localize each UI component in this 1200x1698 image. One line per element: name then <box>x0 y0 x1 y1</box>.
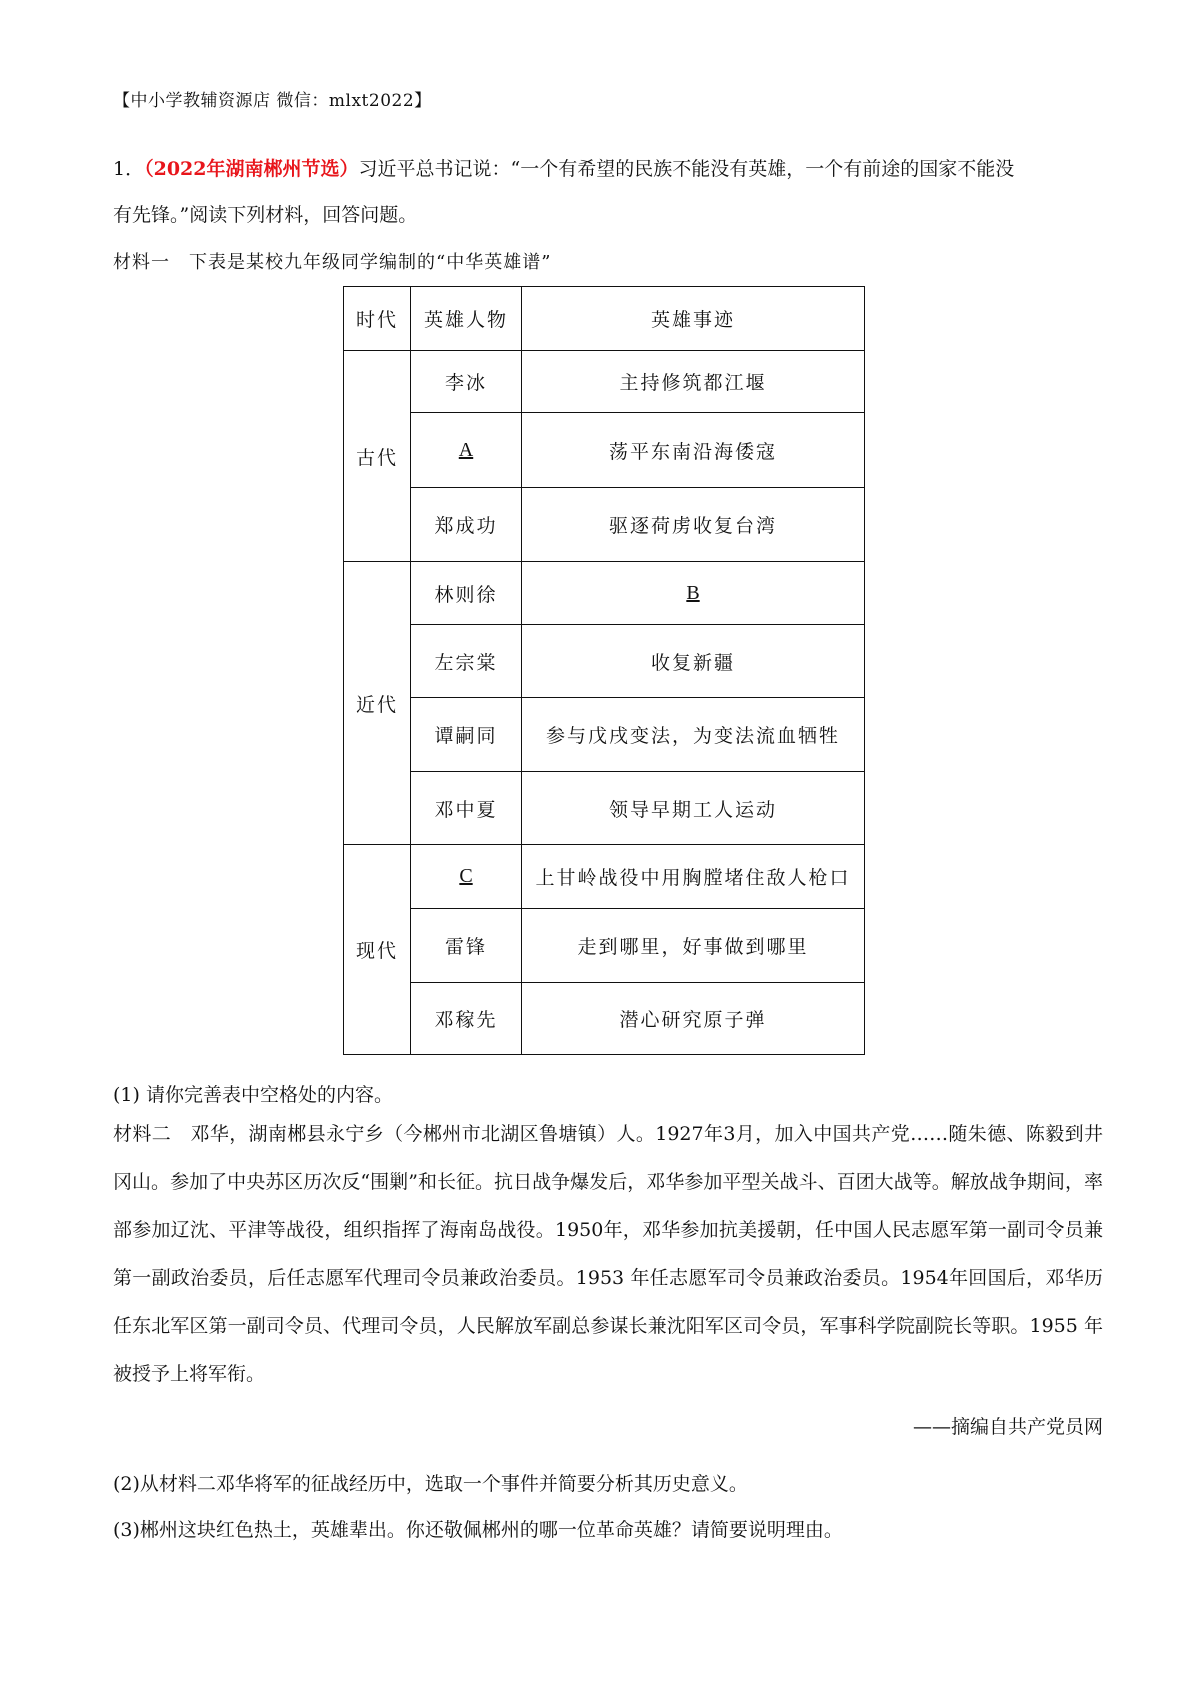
table-row <box>344 413 865 488</box>
table-row <box>344 845 865 909</box>
table-row <box>344 909 865 983</box>
sub-question-2: (2)从材料二邓华将军的征战经历中，选取一个事件并简要分析其历史意义。 <box>113 1473 748 1495</box>
table-row <box>344 625 865 698</box>
table-row <box>344 983 865 1055</box>
table-row <box>344 488 865 562</box>
question-stem <box>113 146 1103 192</box>
material2-text: 材料二 邓华，湖南郴县永宁乡（今郴州市北湖区鲁塘镇）人。1927年3月，加入中国共产党……随朱德、陈毅到井冈山。参加了中央苏区历次反“围剿”和长征。抗日战争爆发后，邓华参加平型关战斗、百团大战等。解放战争期间，率部参加辽沈、平津等战役，组织指挥了海南岛战役。1950年，邓华参加抗美援朝，任中国人民志愿军第一副司令员兼第一副政治委员，后任志愿军代理司令员兼政治委员。1953 年任志愿军司令员兼政治委员。1954年回国后，邓华历任东北军区第一副司令员、代理司令员，人民解放军副总参谋长兼沈阳军区司令员，军事科学院副院长等职。1955 年被授予上将军衔。 <box>113 1123 1103 1385</box>
hero-name-blank-c: C <box>411 845 522 909</box>
hero-name: 邓稼先 <box>411 983 522 1055</box>
question-number: 1． <box>113 158 145 180</box>
table-row <box>344 351 865 413</box>
sub-question-3: (3)郴州这块红色热土，英雄辈出。你还敬佩郴州的哪一位革命英雄？请简要说明理由。 <box>113 1519 843 1541</box>
hero-deed: 驱逐荷虏收复台湾 <box>522 488 865 562</box>
sub-question-1: (1) 请你完善表中空格处的内容。 <box>113 1084 393 1106</box>
hero-name: 林则徐 <box>411 562 522 625</box>
era-cell: 现代 <box>344 845 411 1055</box>
question-stem-line2: 有先锋。”阅读下列材料，回答问题。 <box>113 204 418 226</box>
hero-name-blank-a: A <box>411 413 522 488</box>
hero-deed: 领导早期工人运动 <box>522 772 865 845</box>
material2-source: ——摘编自共产党员网 <box>912 1416 1103 1438</box>
table-row <box>344 772 865 845</box>
hero-name: 郑成功 <box>411 488 522 562</box>
header-era: 时代 <box>344 287 411 351</box>
question-source-tag: （2022年湖南郴州节选） <box>144 158 359 180</box>
hero-deed-blank-b: B <box>522 562 865 625</box>
hero-name: 谭嗣同 <box>411 698 522 772</box>
material1-intro: 材料一 下表是某校九年级同学编制的“中华英雄谱” <box>113 252 552 273</box>
hero-deed: 走到哪里，好事做到哪里 <box>522 909 865 983</box>
hero-name: 左宗棠 <box>411 625 522 698</box>
era-cell: 古代 <box>344 351 411 562</box>
hero-table <box>343 286 865 1055</box>
hero-deed: 参与戊戌变法，为变法流血牺牲 <box>522 698 865 772</box>
table-header-row <box>344 287 865 351</box>
header-deed: 英雄事迹 <box>522 287 865 351</box>
hero-deed: 荡平东南沿海倭寇 <box>522 413 865 488</box>
hero-name: 邓中夏 <box>411 772 522 845</box>
hero-deed: 潜心研究原子弹 <box>522 983 865 1055</box>
question-stem-line1: 习近平总书记说：“一个有希望的民族不能没有英雄，一个有前途的国家不能没 <box>358 158 1015 180</box>
hero-name: 李冰 <box>411 351 522 413</box>
hero-deed: 主持修筑都江堰 <box>522 351 865 413</box>
hero-deed: 上甘岭战役中用胸膛堵住敌人枪口 <box>522 845 865 909</box>
table-row <box>344 698 865 772</box>
header-name: 英雄人物 <box>411 287 522 351</box>
header-note: 【中小学教辅资源店 微信：mlxt2022】 <box>113 91 432 111</box>
hero-name: 雷锋 <box>411 909 522 983</box>
hero-deed: 收复新疆 <box>522 625 865 698</box>
table-row <box>344 562 865 625</box>
era-cell: 近代 <box>344 562 411 845</box>
